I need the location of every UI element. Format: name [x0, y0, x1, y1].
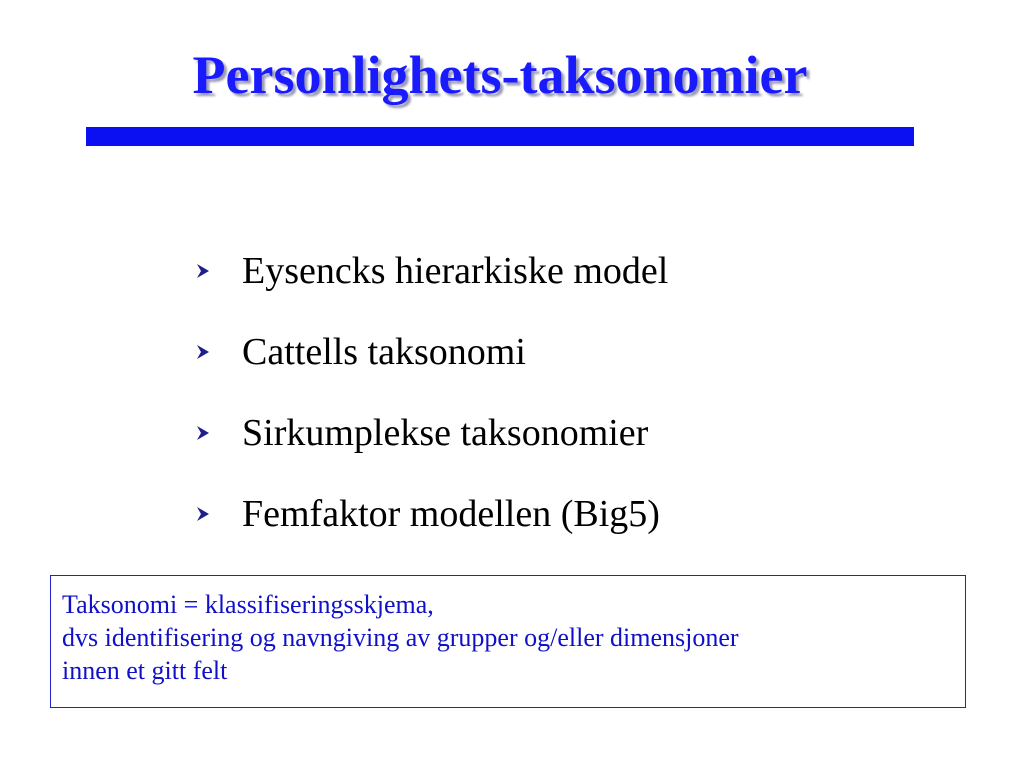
arrowhead-bullet-icon [196, 263, 242, 279]
bullet-text: Eysencks hierarkiske model [242, 249, 669, 292]
definition-box [50, 575, 966, 708]
arrowhead-bullet-icon [196, 344, 242, 360]
definition-line: Taksonomi = klassifiseringsskjema, [62, 590, 434, 619]
bullet-text: Sirkumplekse taksonomier [242, 411, 649, 454]
list-item [196, 311, 668, 392]
list-item [196, 473, 668, 554]
definition-line: dvs identifisering og navngiving av grupper og/eller dimensjoner [62, 623, 739, 652]
bullet-list [196, 230, 668, 554]
bullet-text: Femfaktor modellen (Big5) [242, 492, 660, 535]
slide-title: Personlighets-taksonomier [192, 45, 808, 105]
title-underline-rule [86, 127, 914, 146]
arrowhead-bullet-icon [196, 425, 242, 441]
list-item [196, 230, 668, 311]
definition-line: innen et gitt felt [62, 656, 228, 685]
arrowhead-bullet-icon [196, 506, 242, 522]
bullet-text: Cattells taksonomi [242, 330, 526, 373]
list-item [196, 392, 668, 473]
